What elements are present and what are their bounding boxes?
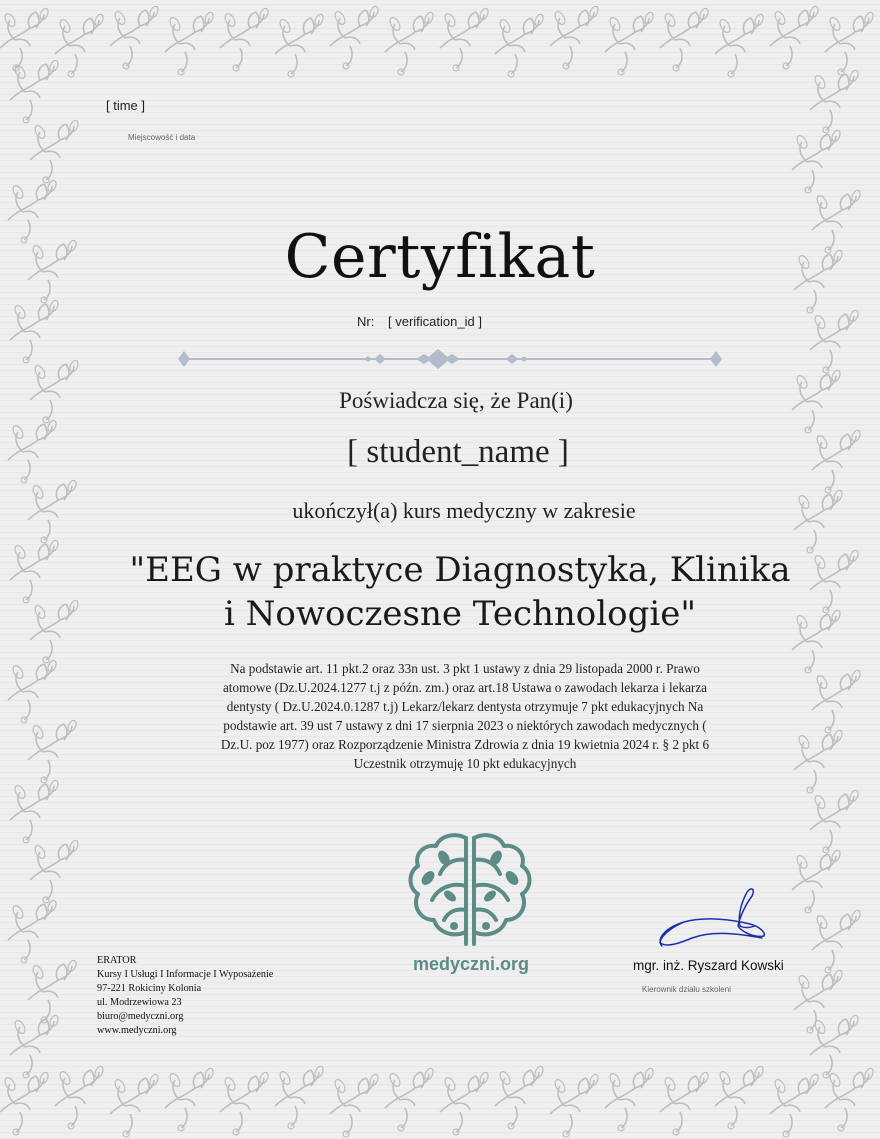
organizer-street: ul. Modrzewiowa 23: [97, 997, 182, 1008]
completed-text: ukończył(a) kurs medyczny w zakresie: [292, 498, 636, 523]
organizer-name: ERATOR: [97, 955, 137, 966]
legal-line: Dz.U. poz 1977) oraz Rozporządzenie Ministra Zdrowia z dnia 19 kwietnia 2024 r. § 2 pkt 6: [220, 737, 710, 752]
organizer-address: [97, 954, 273, 1038]
floral-border-bottom: [0, 1062, 880, 1139]
handwritten-signature: [654, 882, 774, 954]
course-title-line-1: "EEG w praktyce Diagnostyka, Klinika: [129, 550, 791, 590]
organizer-website: www.medyczni.org: [97, 1025, 177, 1036]
signer-name: mgr. inż. Ryszard Kowski: [633, 958, 784, 973]
certificate-number-label: Nr:: [357, 314, 375, 329]
time-placeholder: [ time ]: [106, 98, 146, 113]
certify-text: Poświadcza się, że Pan(i): [339, 388, 573, 413]
legal-line: Na podstawie art. 11 pkt.2 oraz 33n ust. 3 pkt 1 ustawy z dnia 29 listopada 2000 r. Prawo: [230, 661, 700, 676]
legal-line: Uczestnik otrzymuję 10 pkt edukacyjnych: [353, 756, 577, 771]
logo-text: medyczni.org: [412, 954, 530, 974]
organizer-city: 97-221 Rokiciny Kolonia: [97, 983, 202, 994]
ornamental-divider: [176, 345, 724, 373]
signer-role: Kierownik działu szkoleni: [642, 985, 731, 994]
organizer-email: biuro@medyczni.org: [97, 1011, 184, 1022]
brain-logo-icon: [404, 830, 536, 948]
legal-line: atomowe (Dz.U.2024.1277 t.j z późn. zm.) oraz art.18 Ustawa o zawodach lekarza i lekarza: [222, 680, 708, 695]
floral-border-top: [0, 0, 880, 80]
student-name: [ student_name ]: [347, 434, 569, 470]
place-date-caption: Miejscowość i data: [128, 133, 196, 142]
certificate-title: Certyfikat: [284, 222, 596, 292]
floral-border-left: [0, 60, 92, 1080]
legal-line: podstawie art. 39 ust 7 ustawy z dni 17 sierpnia 2023 o niektórych zawodach medycznych (: [223, 718, 707, 733]
certificate-number-value: [ verification_id ]: [388, 314, 482, 329]
legal-basis-text: [158, 659, 772, 773]
course-title-line-2: i Nowoczesne Technologie": [223, 594, 697, 634]
legal-line: dentysty ( Dz.U.2024.0.1287 t.j) Lekarz/lekarz dentysta otrzymuje 7 pkt edukacyjnych Na: [226, 699, 704, 714]
course-title: [110, 548, 810, 636]
organizer-description: Kursy I Usługi I Informacje I Wyposażenie: [97, 969, 274, 980]
